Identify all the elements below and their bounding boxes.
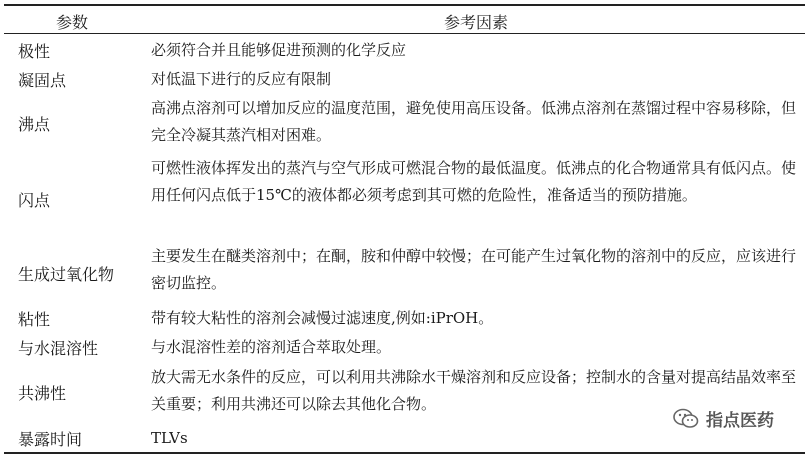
- param-name: 极性: [18, 42, 51, 61]
- header-param: 参数: [56, 13, 89, 32]
- param-desc: 主要发生在醚类溶剂中；在酮，胺和仲醇中较慢；在可能产生过氧化物的溶剂中的反应，应该进行密切监控。: [151, 247, 797, 292]
- param-desc: 与水混溶性差的溶剂适合萃取处理。: [151, 338, 392, 356]
- table-top-rule: [4, 4, 805, 6]
- param-name: 暴露时间: [18, 430, 83, 449]
- header-factor: 参考因素: [444, 13, 509, 32]
- param-desc: 必须符合并且能够促进预测的化学反应: [151, 41, 407, 59]
- wechat-icon: [672, 407, 700, 431]
- param-name: 生成过氧化物: [18, 265, 115, 284]
- header-rule: [4, 33, 805, 34]
- param-name: 共沸性: [18, 384, 67, 403]
- table-bottom-rule: [4, 452, 805, 454]
- watermark-text: 指点医药: [706, 411, 774, 431]
- param-name: 闪点: [18, 191, 51, 210]
- watermark: [672, 406, 774, 431]
- param-name: 沸点: [18, 115, 51, 134]
- param-name: 凝固点: [18, 71, 67, 90]
- param-desc: 可燃性液体挥发出的蒸汽与空气形成可燃混合物的最低温度。低沸点的化合物通常具有低闪点。使用任何闪点低于15℃的液体都必须考虑到其可燃的危险性，准备适当的预防措施。: [151, 159, 797, 204]
- param-desc: 带有较大粘性的溶剂会减慢过滤速度,例如:iPrOH。: [151, 309, 494, 327]
- param-name: 粘性: [18, 310, 51, 329]
- param-desc: 高沸点溶剂可以增加反应的温度范围，避免使用高压设备。低沸点溶剂在蒸馏过程中容易移除，但完全冷凝其蒸汽相对困难。: [151, 99, 797, 144]
- param-desc: 对低温下进行的反应有限制: [151, 70, 332, 88]
- param-desc: TLVs: [151, 429, 188, 447]
- param-desc: 放大需无水条件的反应，可以利用共沸除水干燥溶剂和反应设备；控制水的含量对提高结晶效率至关重要；利用共沸还可以除去其他化合物。: [151, 368, 797, 413]
- param-name: 与水混溶性: [18, 339, 99, 358]
